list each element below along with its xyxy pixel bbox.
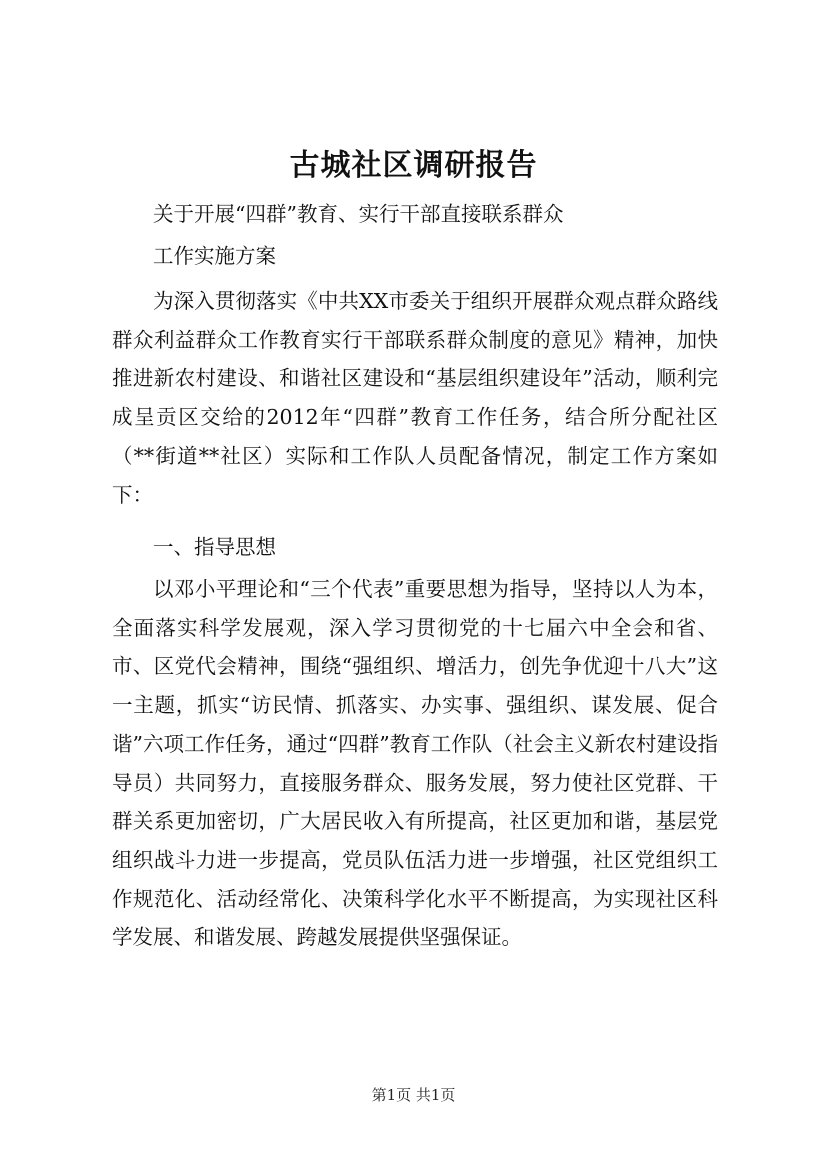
page-footer: 第1页 共1页 <box>371 1086 456 1104</box>
subtitle-line-2: 工作实施方案 <box>153 244 276 268</box>
subtitle-line-1: 关于开展“四群”教育、实行干部直接联系群众 <box>153 202 564 226</box>
section-heading-guiding-ideology: 一、指导思想 <box>153 535 276 559</box>
document-title: 古城社区调研报告 <box>289 148 538 183</box>
paragraph-guiding-ideology: 以邓小平理论和“三个代表”重要思想为指导，坚持以人为本，全面落实科学发展观，深入学习贯彻党的十七届六中全会和省、市、区党代会精神，围绕“强组织、增活力，创先争优迎十八大”这一主题，抓实“访民情、抓落实、办实事、强组织、谋发展、促合谐”六项工作任务，通过“四群”教育工作队（社会主义新农村建设指导员）共同努力，直接服务群众、服务发展，努力使社区党群、干群关系更加密切，广大居民收入有所提高，社区更加和谐，基层党组织战斗力进一步提高，党员队伍活力进一步增强，社区党组织工作规范化、活动经常化、决策科学化水平不断提高，为实现社区科学发展、和谐发展、跨越发展提供坚强保证。 <box>112 577 718 950</box>
paragraph-intro: 为深入贯彻落实《中共XX市委关于组织开展群众观点群众路线群众利益群众工作教育实行干部联系群众制度的意见》精神，加快推进新农村建设、和谐社区建设和“基层组织建设年”活动，顺利完成呈贡区交给的2012年“四群”教育工作任务，结合所分配社区（**街道**社区）实际和工作队人员配备情况，制定工作方案如下： <box>112 289 718 507</box>
